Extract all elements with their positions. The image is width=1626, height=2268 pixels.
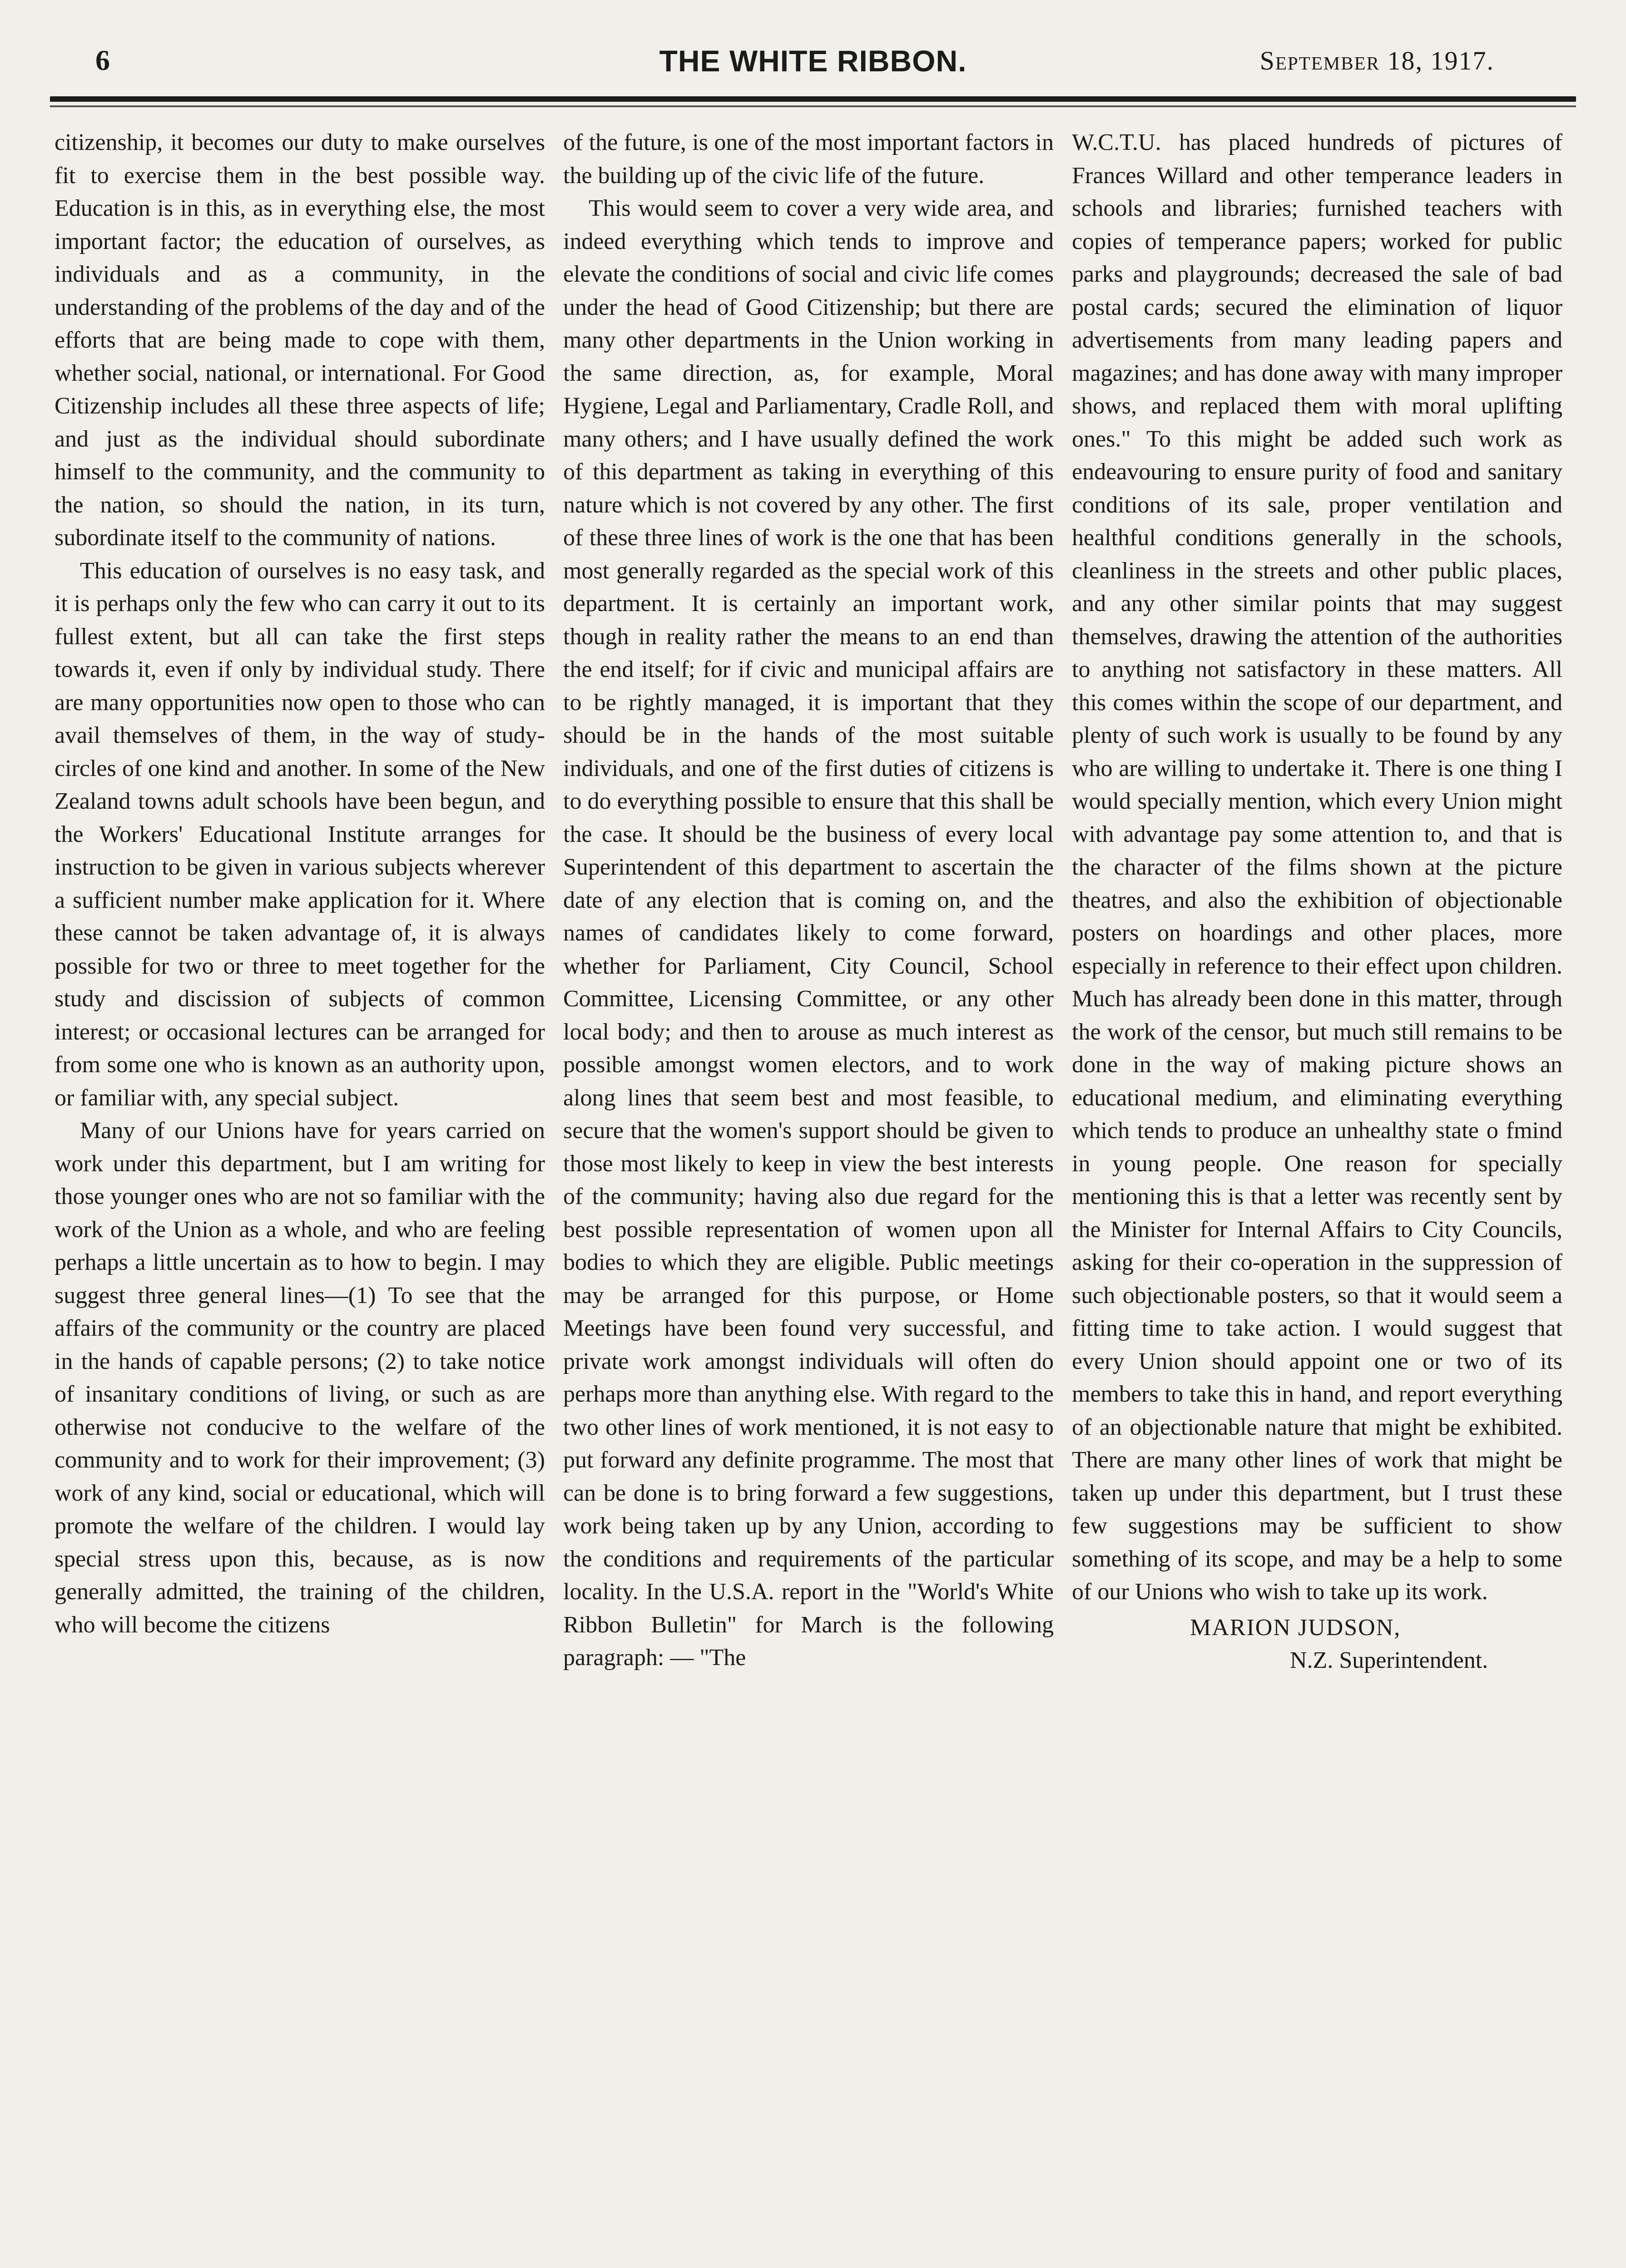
paragraph: of the future, is one of the most important factors in the building up of the civic life of the future.	[563, 129, 1054, 189]
paragraph: Many of our Unions have for years carried on work under this department, but I am writing for those younger ones who are not so familiar with the work of the Union as a whole, and who are feeling perhaps a little uncertain as to how to begin. I may suggest three general lines—(1) To see that the affairs of the community or the country are placed in the hands of capable persons; (2) to take notice of insanitary conditions of living, or such as are otherwise not conducive to the welfare of the community and to work for their improvement; (3) work of any kind, social or educational, which will promote the welfare of the children. I would lay special stress upon this, because, as is now generally admitted, the training of the children, who will become the citizens	[55, 1118, 545, 1638]
page-number: 6	[95, 44, 110, 76]
page-header	[50, 40, 1576, 90]
signature-block	[1072, 1611, 1562, 1677]
paragraph: W.C.T.U. has placed hundreds of pictures of Frances Willard and other temperance leaders in schools and libraries; furnished teachers with copies of temperance papers; worked for public parks and playgrounds; decreased the sale of bad postal cards; secured the elimination of liquor advertisements from many leading papers and magazines; and has done away with many improper shows, and replaced them with moral uplifting ones." To this might be added such work as endeavouring to ensure purity of food and sanitary conditions of its sale, proper ventilation and healthful conditions generally in the schools, cleanliness in the streets and other public places, and any other similar points that may suggest themselves, drawing the attention of the authorities to anything not satisfactory in these matters. All this comes within the scope of our department, and plenty of such work is usually to be found by any who are willing to undertake it. There is one thing I would specially mention, which every Union might with advantage pay some attention to, and that is the character of the films shown at the picture theatres, and also the exhibition of objectionable posters on hoardings and other places, more especially in reference to their effect upon children. Much has already been done in this matter, through the work of the censor, but much still remains to be done in the way of making picture shows an educational medium, and eliminating everything which tends to produce an unhealthy state o fmind in young people. One reason for specially mentioning this is that a letter was recently sent by the Minister for Internal Affairs to City Councils, asking for their co-operation in the suppression of such objectionable posters, so that it would seem a fitting time to take action. I would suggest that every Union should appoint one or two of its members to take this in hand, and report everything of an objectionable nature that might be exhibited. There are many other lines of work that might be taken up under this department, but I trust these few suggestions may be sufficient to show something of its scope, and may be a help to some of our Unions who wish to take up its work.	[1072, 129, 1562, 1605]
masthead-title: THE WHITE RIBBON.	[659, 44, 967, 78]
issue-date: September 18, 1917.	[1259, 46, 1494, 75]
column-3	[1067, 126, 1576, 2193]
header-rule	[50, 96, 1576, 102]
paragraph: This education of ourselves is no easy task, and it is perhaps only the few who can carry it out to its fullest extent, but all can take the first steps towards it, even if only by individual study. There are many opportunities now open to those who can avail themselves of them, in the way of study-circles of one kind and another. In some of the New Zealand towns adult schools have been begun, and the Workers' Educational Institute arranges for instruction to be given in various subjects wherever a sufficient number make application for it. Where these cannot be taken advantage of, it is always possible for two or three to meet together for the study and discission of subjects of common interest; or occasional lectures can be arranged for from some one who is known as an authority upon, or familiar with, any special subject.	[55, 557, 545, 1111]
article-columns	[50, 126, 1576, 2193]
author-name: MARION JUDSON,	[1190, 1614, 1401, 1641]
paragraph: citizenship, it becomes our duty to make ourselves fit to exercise them in the best possible way. Education is in this, as in everything else, the most important factor; the education of ourselves, as individuals and as a community, in the understanding of the problems of the day and of the efforts that are being made to cope with them, whether social, national, or international. For Good Citizenship includes all these three aspects of life; and just as the individual should subordinate himself to the community, and the community to the nation, so should the nation, in its turn, subordinate itself to the community of nations.	[55, 129, 545, 551]
author-title: N.Z. Superintendent.	[1290, 1647, 1488, 1673]
header-rule-thin	[50, 105, 1576, 107]
column-1	[50, 126, 559, 2193]
column-2	[559, 126, 1067, 2193]
paragraph: This would seem to cover a very wide area, and indeed everything which tends to improve and elevate the conditions of social and civic life comes under the head of Good Citizenship; but there are many other departments in the Union working in the same direction, as, for example, Moral Hygiene, Legal and Parliamentary, Cradle Roll, and many others; and I have usually defined the work of this department as taking in everything of this nature which is not covered by any other. The first of these three lines of work is the one that has been most generally regarded as the special work of this department. It is certainly an important work, though in reality rather the means to an end than the end itself; for if civic and municipal affairs are to be rightly managed, it is important that they should be in the hands of the most suitable individuals, and one of the first duties of citizens is to do everything possible to ensure that this shall be the case. It should be the business of every local Superintendent of this department to ascertain the date of any election that is coming on, and the names of candidates likely to come forward, whether for Parliament, City Council, School Committee, Licensing Committee, or any other local body; and then to arouse as much interest as possible amongst women electors, and to work along lines that seem best and most feasible, to secure that the women's support should be given to those most likely to keep in view the best interests of the community; having also due regard for the best possible representation of women upon all bodies to which they are eligible. Public meetings may be arranged for this purpose, or Home Meetings have been found very successful, and private work amongst individuals will often do perhaps more than anything else. With regard to the two other lines of work mentioned, it is not easy to put forward any definite programme. The most that can be done is to bring forward a few suggestions, work being taken up by any Union, according to the conditions and requirements of the particular locality. In the U.S.A. report in the "World's White Ribbon Bulletin" for March is the following paragraph: — "The	[563, 195, 1054, 1671]
